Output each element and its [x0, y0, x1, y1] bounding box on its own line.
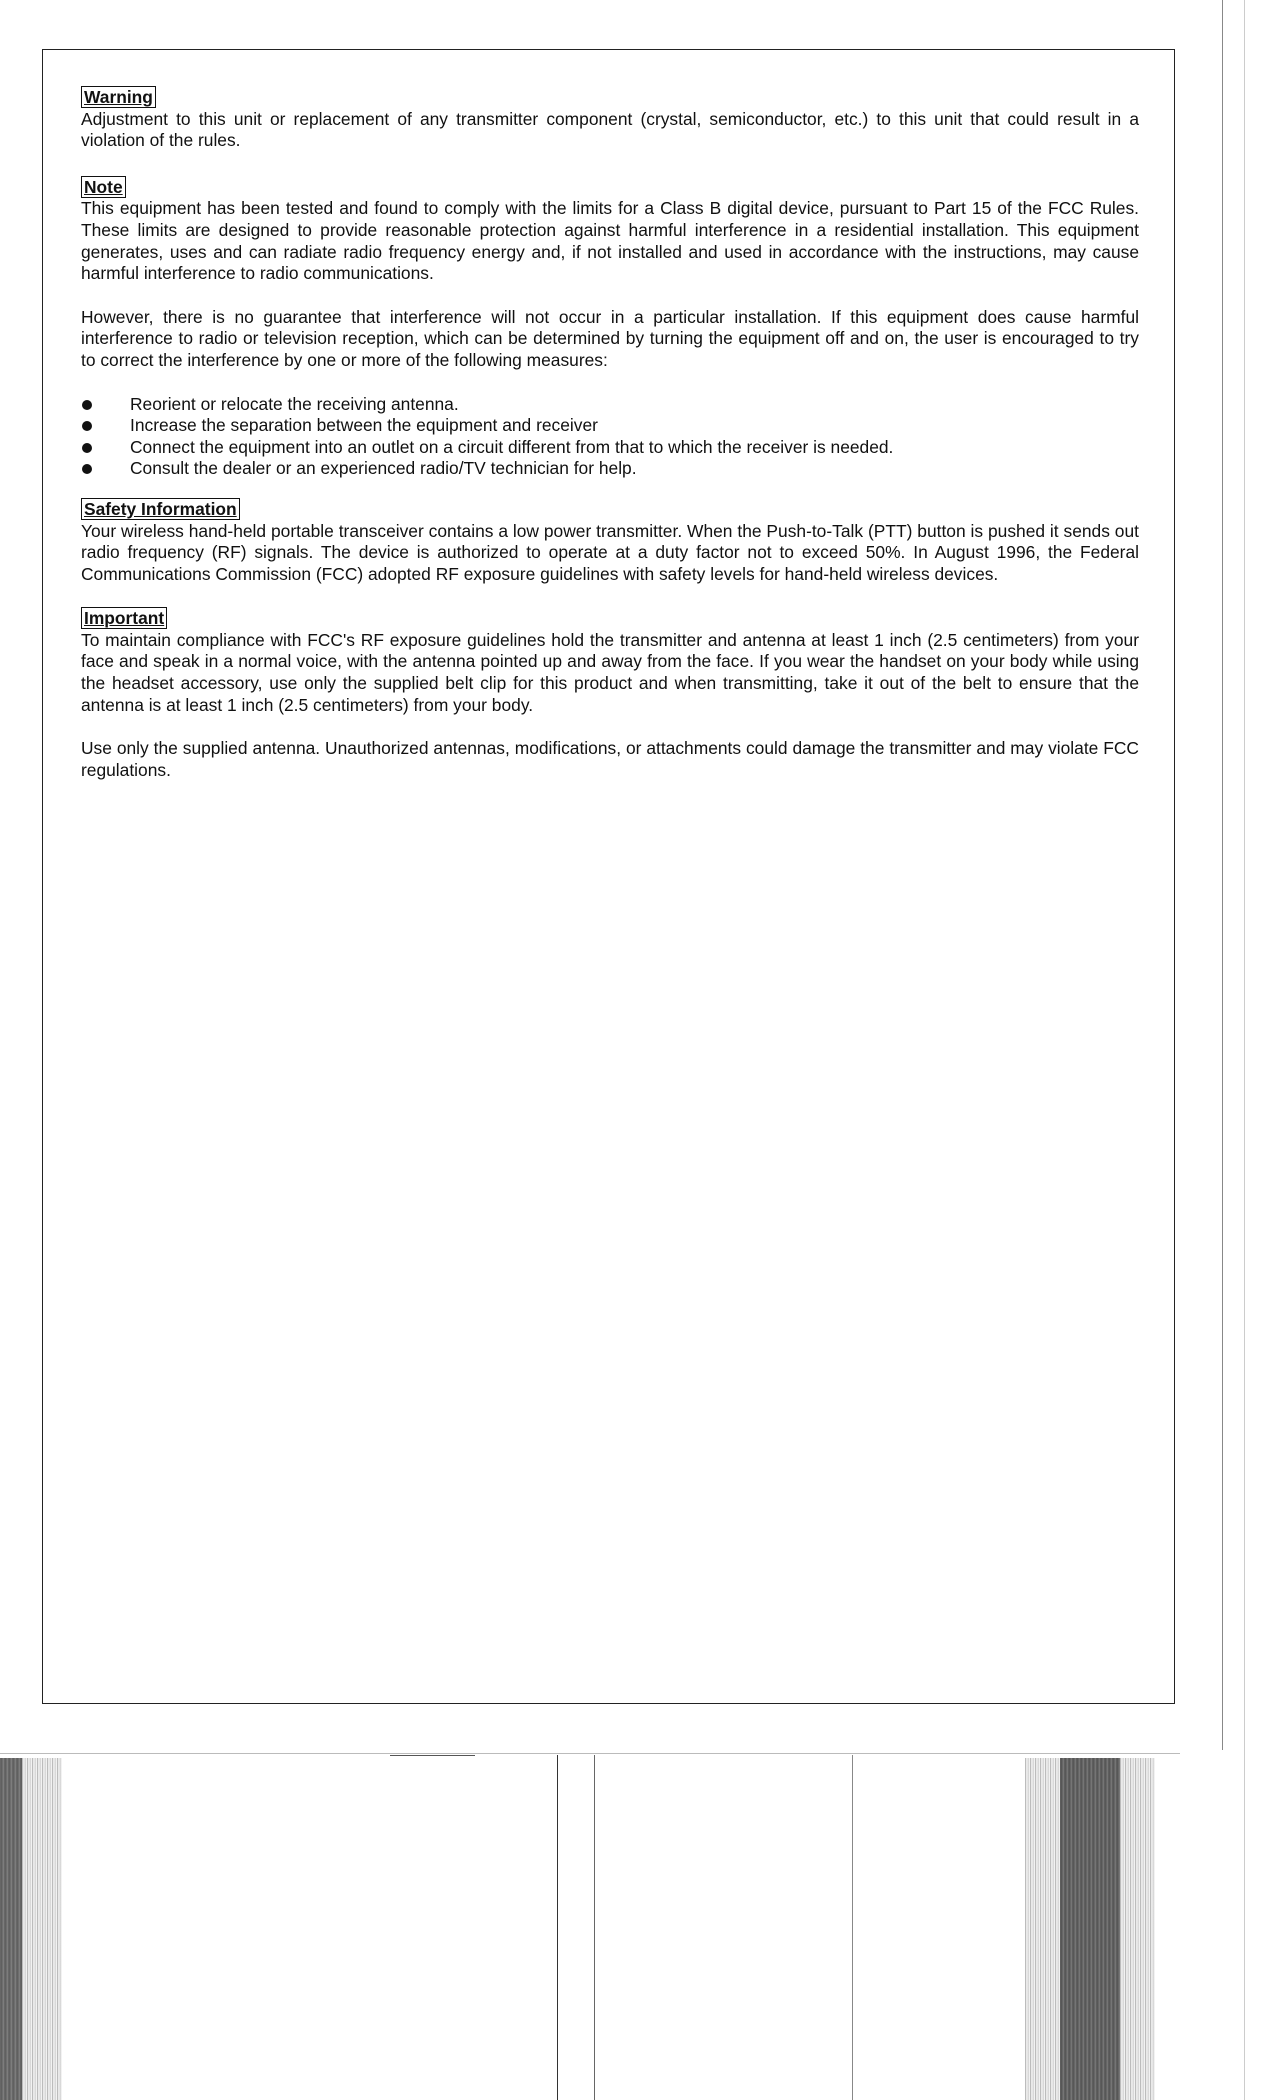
- document-body: [81, 86, 1139, 781]
- scan-fold-line: [557, 1755, 558, 2100]
- note-heading: Note: [81, 176, 126, 198]
- important-paragraph-2: Use only the supplied antenna. Unauthorized antennas, modifications, or attachments could damage the transmitter and may violate FCC regulations.: [81, 738, 1139, 780]
- list-item: Increase the separation between the equipment and receiver: [81, 415, 1139, 437]
- scan-shadow-left: [0, 1758, 22, 2100]
- warning-text: Adjustment to this unit or replacement of any transmitter component (crystal, semiconductor, etc.) to this unit that could result in a violation of the rules.: [81, 108, 1139, 151]
- scan-fold-line: [852, 1755, 853, 2100]
- warning-section: [81, 86, 1139, 152]
- list-item: Reorient or relocate the receiving antenna.: [81, 394, 1139, 416]
- safety-section: [81, 498, 1139, 585]
- measures-list: [81, 394, 1139, 480]
- scan-fold-line: [594, 1755, 595, 2100]
- scan-fold-line: [0, 1753, 1180, 1754]
- list-item: Consult the dealer or an experienced radio/TV technician for help.: [81, 458, 1139, 480]
- scan-shadow-right: [1060, 1758, 1120, 2100]
- note-paragraph-1: This equipment has been tested and found to comply with the limits for a Class B digital device, pursuant to Part 15 of the FCC Rules. These limits are designed to provide reasonable protection against harmful interference in a residential installation. This equipment generates, uses and can radiate radio frequency energy and, if not installed and used in accordance with the instructions, may cause harmful interference to radio communications.: [81, 198, 1139, 284]
- note-paragraph-2: However, there is no guarantee that interference will not occur in a particular installation. If this equipment does cause harmful interference to radio or television reception, which can be determined by turning the equipment off and on, the user is encouraged to try to correct the interference by one or more of the following measures:: [81, 306, 1139, 370]
- list-item: Connect the equipment into an outlet on a circuit different from that to which the receiver is needed.: [81, 437, 1139, 459]
- scan-edge-line: [1222, 0, 1223, 1750]
- safety-text: Your wireless hand-held portable transceiver contains a low power transmitter. When the Push-to-Talk (PTT) button is pushed it sends out radio frequency (RF) signals. The device is authorized to operate at a duty factor not to exceed 50%. In August 1996, the Federal Communications Commission (FCC) adopted RF exposure guidelines with safety levels for hand-held wireless devices.: [81, 520, 1139, 584]
- scan-edge-line: [1244, 0, 1245, 2100]
- scan-fold-line: [390, 1755, 475, 1756]
- scan-shadow-left-fade: [22, 1758, 62, 2100]
- scan-shadow-right-fade: [1025, 1758, 1060, 2100]
- note-section: [81, 176, 1139, 480]
- scan-shadow-right-fade: [1120, 1758, 1155, 2100]
- important-section: [81, 607, 1139, 781]
- safety-heading: Safety Information: [81, 498, 240, 520]
- important-heading: Important: [81, 607, 167, 629]
- important-paragraph-1: To maintain compliance with FCC's RF exposure guidelines hold the transmitter and antenna at least 1 inch (2.5 centimeters) from your face and speak in a normal voice, with the antenna pointed up and away from the face. If you wear the handset on your body while using the headset accessory, use only the supplied belt clip for this product and when transmitting, take it out of the belt to ensure that the antenna is at least 1 inch (2.5 centimeters) from your body.: [81, 629, 1139, 715]
- warning-heading: Warning: [81, 86, 156, 108]
